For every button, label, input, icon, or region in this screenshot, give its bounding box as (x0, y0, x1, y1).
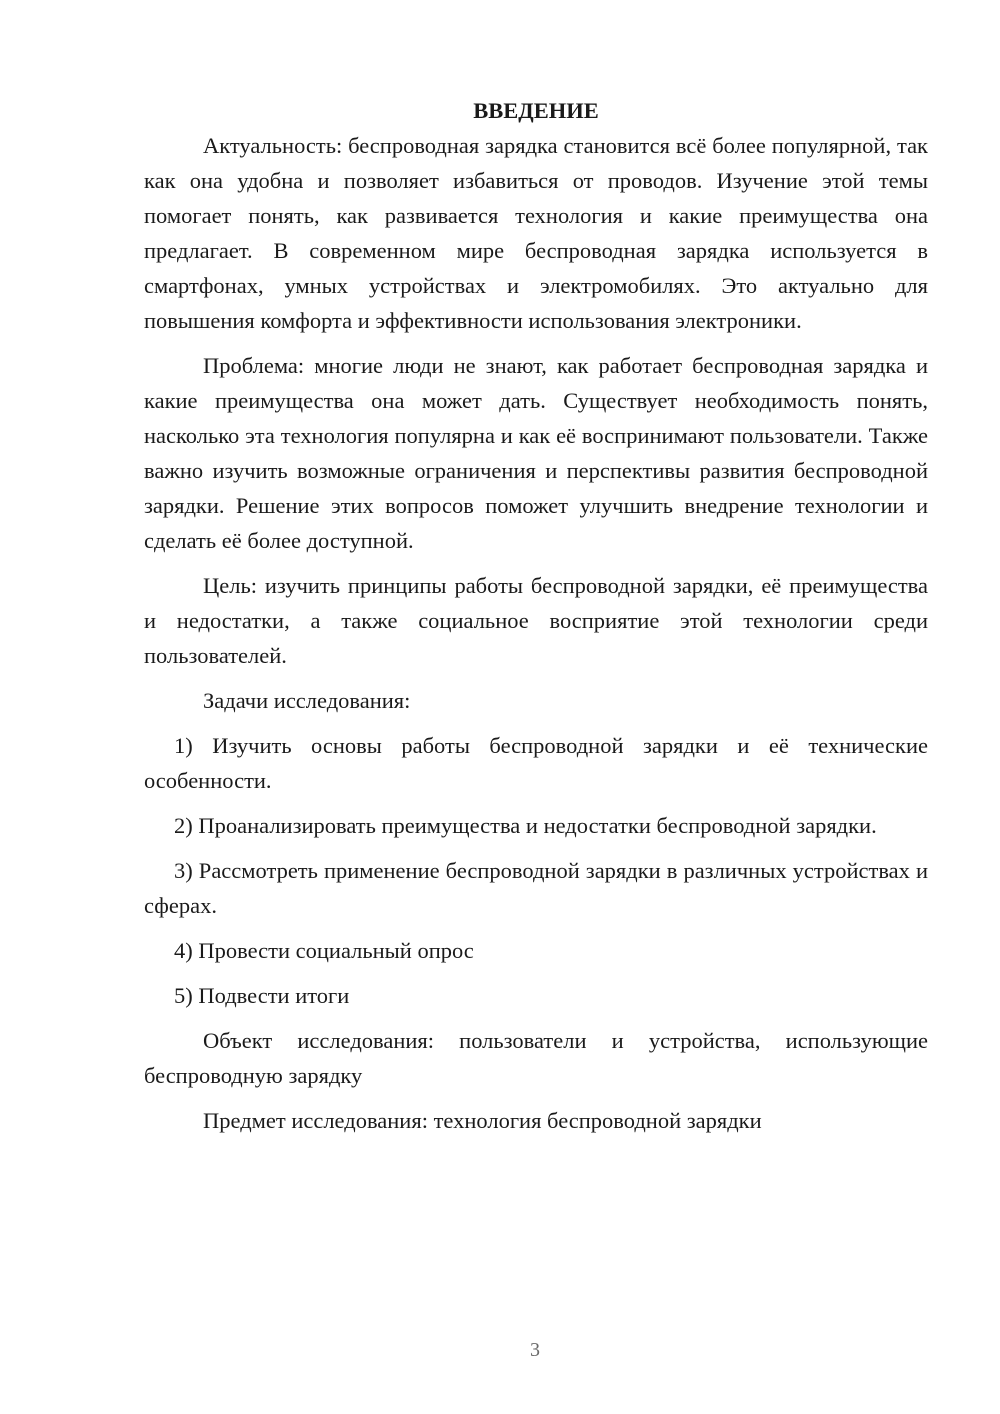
task-item-1: 1) Изучить основы работы беспроводной зарядки и её технические особенности. (144, 733, 928, 793)
task-item-5: 5) Подвести итоги (174, 983, 350, 1008)
paragraph-subject: Предмет исследования: технология беспроводной зарядки (203, 1108, 762, 1133)
task-item-4: 4) Провести социальный опрос (174, 938, 474, 963)
paragraph-problem: Проблема: многие люди не знают, как работает беспроводная зарядка и какие преимущества она может дать. Существует необходимость понять, насколько эта технология популярна и как её воспринимают пользователи. Также важно изучить возможные ограничения и перспективы развития беспроводной зарядки. Решение этих вопросов поможет улучшить внедрение технологии и сделать её более доступной. (144, 353, 928, 553)
page-number: 3 (530, 1339, 540, 1361)
paragraph-relevance: Актуальность: беспроводная зарядка становится всё более популярной, так как она удобна и позволяет избавиться от проводов. Изучение этой темы помогает понять, как развивается технология и какие преимущества она предлагает. В современном мире беспроводная зарядка используется в смартфонах, умных устройствах и электромобилях. Это актуально для повышения комфорта и эффективности использования электроники. (144, 133, 928, 333)
paragraph-goal: Цель: изучить принципы работы беспроводной зарядки, её преимущества и недостатки, а также социальное восприятие этой технологии среди пользователей. (144, 573, 928, 668)
task-item-3: 3) Рассмотреть применение беспроводной зарядки в различных устройствах и сферах. (144, 858, 928, 918)
paragraph-tasks-heading: Задачи исследования: (203, 688, 411, 713)
section-title: ВВЕДЕНИЕ (473, 98, 599, 123)
task-item-2: 2) Проанализировать преимущества и недостатки беспроводной зарядки. (174, 813, 877, 838)
page-content (144, 93, 928, 1148)
paragraph-object: Объект исследования: пользователи и устройства, использующие беспроводную зарядку (144, 1028, 928, 1088)
